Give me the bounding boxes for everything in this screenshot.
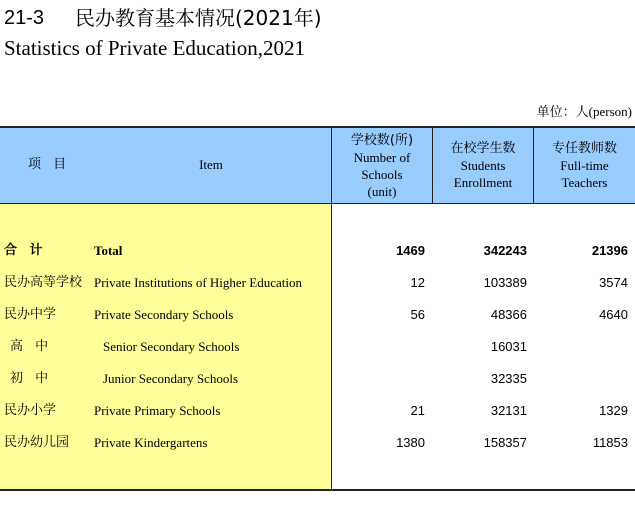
unit-label: 单位：人(person): [536, 104, 632, 119]
table-row: [0, 299, 635, 331]
header-item-cn: 项 目: [28, 157, 67, 172]
header-students: [433, 140, 533, 191]
schools-cell: 1380: [396, 435, 425, 450]
schools-cell: 1469: [396, 243, 425, 258]
schools-cell: 56: [410, 307, 425, 322]
teachers-cell: 3574: [599, 275, 628, 290]
header-teachers: [534, 140, 635, 191]
table-row-sub: [0, 331, 635, 363]
table-row: [0, 395, 635, 427]
students-cell: 16031: [490, 339, 527, 354]
students-cell: 32131: [490, 403, 527, 418]
table-bottom-rule: [0, 489, 635, 491]
row-label-cn: 高 中: [10, 339, 49, 354]
students-cell: 158357: [483, 435, 527, 450]
row-label-en: Total: [94, 243, 123, 258]
header-students-cn: 在校学生数: [450, 141, 516, 156]
row-label-en: Private Primary Schools: [94, 403, 221, 418]
table-number: 21-3: [4, 7, 45, 29]
students-cell: 48366: [490, 307, 527, 322]
table-top-rule: [0, 126, 635, 128]
table-row: [0, 427, 635, 459]
row-label-en: Private Kindergartens: [94, 435, 208, 450]
schools-cell: 12: [410, 275, 425, 290]
header-teachers-en-1: Full-time: [560, 158, 609, 173]
row-label-cn: 民办高等学校: [4, 275, 83, 290]
page-subtitle: Statistics of Private Education,2021: [4, 36, 305, 60]
teachers-cell: 21396: [591, 243, 628, 258]
row-label-en: Private Secondary Schools: [94, 307, 234, 322]
row-label-cn: 民办小学: [4, 403, 57, 418]
table-row: [0, 267, 635, 299]
row-label-en: Private Institutions of Higher Education: [94, 275, 302, 290]
schools-cell: 21: [410, 403, 425, 418]
row-label-cn: 合 计: [4, 243, 43, 258]
row-label-en: Senior Secondary Schools: [103, 339, 240, 354]
row-label-cn: 民办幼儿园: [4, 435, 70, 450]
teachers-cell: 4640: [599, 307, 628, 322]
row-label-cn: 初 中: [10, 371, 49, 386]
header-schools-unit: (unit): [367, 184, 397, 199]
header-schools-en-2: Schools: [361, 167, 403, 182]
students-cell: 342243: [483, 243, 527, 258]
header-teachers-cn: 专任教师数: [551, 141, 617, 156]
header-schools-cn: 学校数(所): [350, 133, 414, 148]
header-schools: [332, 132, 432, 200]
table-row-total: [0, 235, 635, 267]
row-label-en: Junior Secondary Schools: [103, 371, 239, 386]
students-cell: 103389: [483, 275, 527, 290]
page-title: 民办教育基本情况(2021年): [75, 6, 322, 30]
row-label-cn: 民办中学: [4, 307, 57, 322]
teachers-cell: 1329: [599, 403, 628, 418]
table-row-sub: [0, 363, 635, 395]
header-schools-en-1: Number of: [353, 150, 411, 165]
teachers-cell: 11853: [592, 435, 628, 450]
header-students-en-1: Students: [460, 158, 506, 173]
table-header-rule: [0, 203, 635, 204]
header-teachers-en-2: Teachers: [561, 175, 608, 190]
header-item-en: Item: [199, 157, 223, 172]
students-cell: 32335: [490, 371, 527, 386]
header-students-en-2: Enrollment: [453, 175, 513, 190]
